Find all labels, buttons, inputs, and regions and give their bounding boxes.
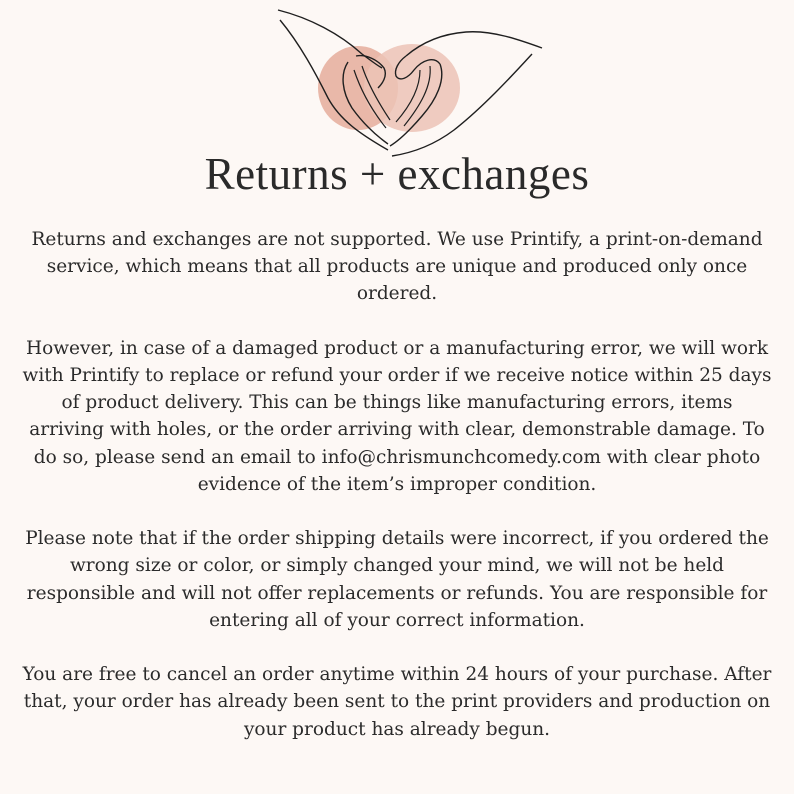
paragraph-damaged: However, in case of a damaged product or a manufacturing error, we will work with Printify to replace or refund your order if we receive notice within 25 days of product delivery. This can be things like manufacturing errors, items arriving with holes, or the order arriving with clear, demonstrable damage. To do so, please send an email to info@chrismunchcomedy.com with clear photo evidence of the item’s improper condition. xyxy=(22,337,772,495)
paragraph-shipping: Please note that if the order shipping details were incorrect, if you ordered the wrong size or color, or simply changed your mind, we will not be held responsible and will not offer replacements or refunds. You are responsible for entering all of your correct information. xyxy=(25,528,769,631)
page-title: Returns + exchanges xyxy=(204,149,590,199)
paragraph-cancel: You are free to cancel an order anytime within 24 hours of your purchase. After that, your order has already been sent to the print providers and production on your product has already begun. xyxy=(22,664,772,740)
heart-hands-icon xyxy=(270,4,550,160)
policy-text xyxy=(22,226,772,743)
paragraph-returns: Returns and exchanges are not supported. We use Printify, a print-on-demand service, which means that all products are unique and produced only once ordered. xyxy=(31,229,763,305)
